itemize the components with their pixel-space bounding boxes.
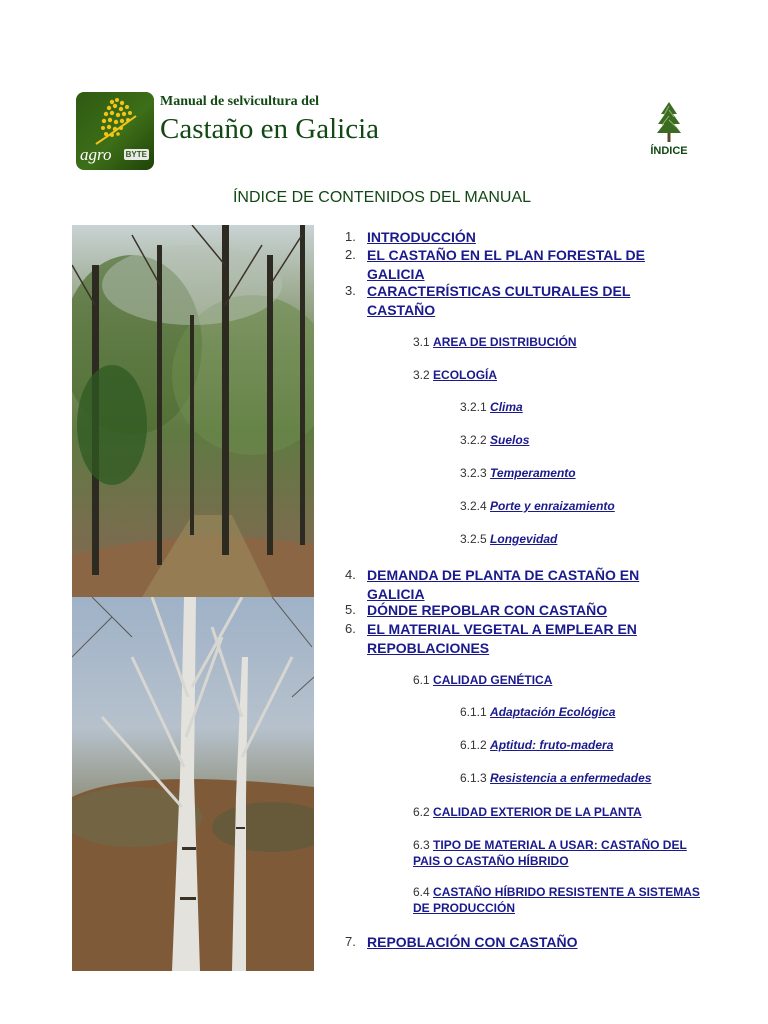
toc-link-longevidad[interactable]: Longevidad	[490, 532, 558, 546]
toc-link-suelos[interactable]: Suelos	[490, 433, 530, 447]
toc-item-3-2-2	[460, 433, 720, 447]
toc-number: 3.2	[413, 368, 430, 382]
forest-photo-top	[72, 225, 314, 597]
toc-number: 6.1.1	[460, 705, 487, 719]
toc-number: 7.	[345, 934, 356, 949]
toc-item-3-2-4	[460, 499, 720, 513]
toc-number: 6.4	[413, 885, 430, 899]
toc-item-5	[345, 601, 695, 620]
toc-number: 2.	[345, 247, 356, 262]
wheat-logo-icon	[76, 92, 154, 152]
header-subtitle: Manual de selvicultura del	[160, 94, 320, 109]
toc-link-introduccion[interactable]: INTRODUCCIÓN	[367, 229, 476, 245]
logo-text: agro	[80, 145, 112, 164]
index-link[interactable]	[640, 100, 698, 157]
toc-number: 3.2.5	[460, 532, 487, 546]
toc-link-plan-forestal[interactable]: EL CASTAÑO EN EL PLAN FORESTAL DE GALICIA	[367, 247, 645, 282]
toc-link-area-distribucion[interactable]: AREA DE DISTRIBUCIÓN	[433, 335, 577, 349]
toc-link-material-vegetal[interactable]: EL MATERIAL VEGETAL A EMPLEAR EN REPOBLACIONES	[367, 621, 637, 656]
toc-number: 1.	[345, 229, 356, 244]
toc-item-6-3	[413, 837, 703, 869]
toc-link-demanda[interactable]: DEMANDA DE PLANTA DE CASTAÑO EN GALICIA	[367, 567, 640, 602]
toc-item-6-1-1	[460, 705, 720, 719]
forest-photo-bottom	[72, 597, 314, 971]
agrobyte-logo	[76, 92, 154, 170]
toc-number: 5.	[345, 602, 356, 617]
main-heading: ÍNDICE DE CONTENIDOS DEL MANUAL	[232, 189, 532, 206]
toc-item-6-4	[413, 884, 703, 916]
toc-number: 6.3	[413, 838, 430, 852]
toc-link-caracteristicas[interactable]: CARACTERÍSTICAS CULTURALES DEL CASTAÑO	[367, 283, 631, 318]
toc-item-3-1	[413, 334, 703, 350]
toc-link-porte[interactable]: Porte y enraizamiento	[490, 499, 615, 513]
toc-number: 3.	[345, 283, 356, 298]
toc-link-tipo-material[interactable]: TIPO DE MATERIAL A USAR: CASTAÑO DEL PAIS O CASTAÑO HÍBRIDO	[413, 838, 687, 868]
toc-item-6-1	[413, 672, 703, 688]
toc-item-1	[345, 228, 695, 247]
toc-link-adaptacion[interactable]: Adaptación Ecológica	[490, 705, 616, 719]
toc-item-3-2-1	[460, 400, 720, 414]
toc-number: 6.1	[413, 673, 430, 687]
logo-badge: BYTE	[125, 150, 147, 159]
toc-link-clima[interactable]: Clima	[490, 400, 523, 414]
toc-number: 3.2.3	[460, 466, 487, 480]
toc-link-calidad-exterior[interactable]: CALIDAD EXTERIOR DE LA PLANTA	[433, 805, 642, 819]
page-title: Castaño en Galicia	[160, 113, 380, 145]
toc-item-6-1-2	[460, 738, 720, 752]
forest-trees-image	[72, 225, 314, 597]
toc-link-repoblacion[interactable]: REPOBLACIÓN CON CASTAÑO	[367, 934, 578, 950]
toc-item-3-2	[413, 367, 703, 383]
toc-number: 3.2.2	[460, 433, 487, 447]
toc-link-temperamento[interactable]: Temperamento	[490, 466, 576, 480]
toc-number: 3.1	[413, 335, 430, 349]
toc-item-3-2-5	[460, 532, 720, 546]
toc-number: 4.	[345, 567, 356, 582]
toc-item-2	[345, 246, 695, 284]
toc-link-ecologia[interactable]: ECOLOGÍA	[433, 368, 498, 382]
toc-number: 6.1.3	[460, 771, 487, 785]
toc-item-7	[345, 933, 695, 952]
toc-item-6-1-3	[460, 771, 720, 785]
index-label: ÍNDICE	[650, 145, 688, 157]
toc-number: 6.2	[413, 805, 430, 819]
toc-number: 3.2.4	[460, 499, 487, 513]
tree-icon	[654, 100, 684, 144]
toc-link-calidad-genetica[interactable]: CALIDAD GENÉTICA	[433, 673, 553, 687]
birch-trees-image	[72, 597, 314, 971]
toc-item-3-2-3	[460, 466, 720, 480]
toc-item-6-2	[413, 804, 703, 820]
toc-item-3	[345, 282, 695, 320]
toc-item-6	[345, 620, 695, 658]
toc-link-resistencia[interactable]: Resistencia a enfermedades	[490, 771, 652, 785]
toc-number: 6.1.2	[460, 738, 487, 752]
toc-item-4	[345, 566, 695, 604]
toc-number: 3.2.1	[460, 400, 487, 414]
toc-link-donde-repoblar[interactable]: DÓNDE REPOBLAR CON CASTAÑO	[367, 602, 608, 618]
toc-link-aptitud[interactable]: Aptitud: fruto-madera	[490, 738, 614, 752]
toc-link-hibrido-resistente[interactable]: CASTAÑO HÍBRIDO RESISTENTE A SISTEMAS DE PRODUCCIÓN	[413, 885, 700, 915]
toc-number: 6.	[345, 621, 356, 636]
